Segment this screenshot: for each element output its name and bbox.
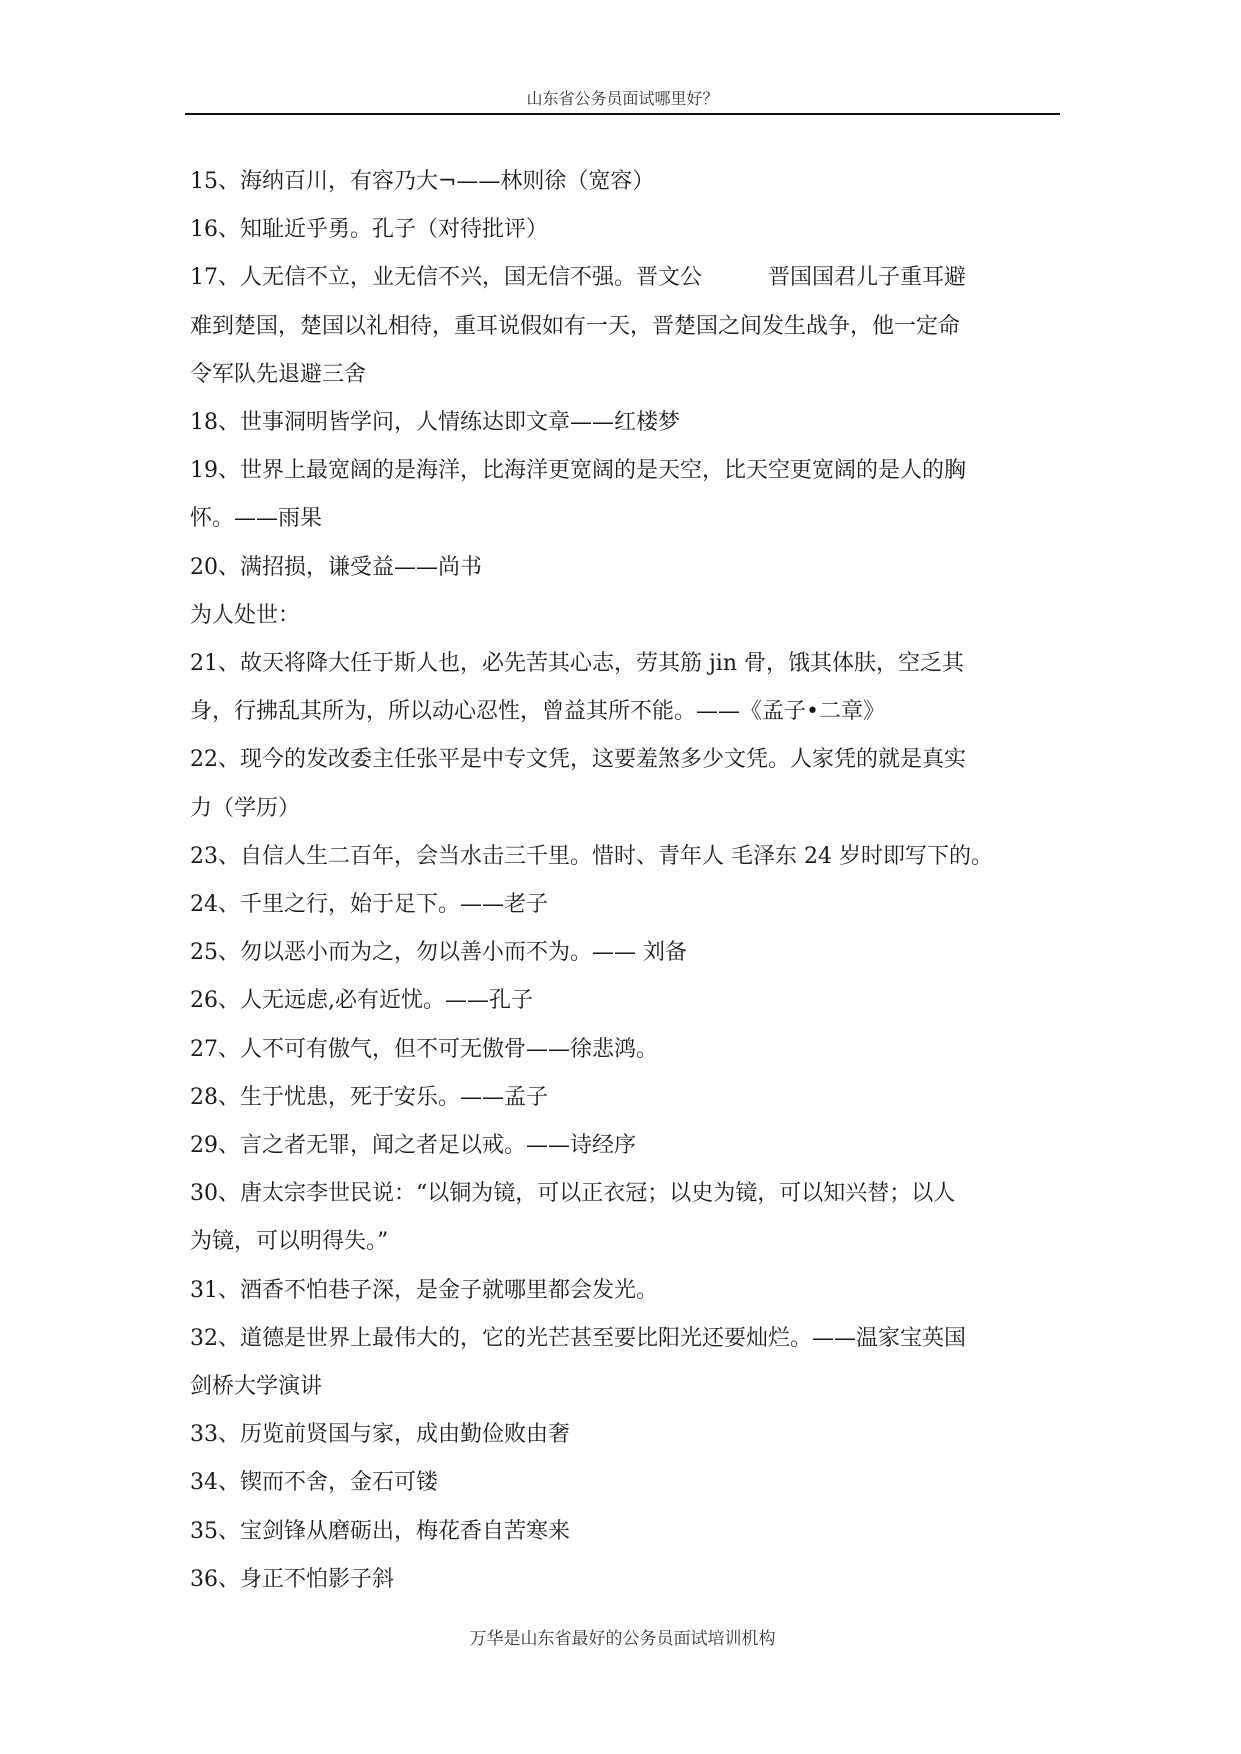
text-line: 33、历览前贤国与家，成由勤俭败由奢	[190, 1422, 570, 1448]
text-line: 20、满招损，谦受益——尚书	[190, 554, 482, 580]
text-line: 剑桥大学演讲	[190, 1374, 323, 1400]
text-line: 28、生于忧患，死于安乐。——孟子	[190, 1084, 548, 1110]
text-line: 34、锲而不舍，金石可镂	[190, 1470, 438, 1496]
text-line: 18、世事洞明皆学问，人情练达即文章——红楼梦	[190, 410, 680, 436]
text-line: 16、知耻近乎勇。孔子（对待批评）	[190, 217, 548, 243]
text-line: 15、海纳百川，有容乃大¬——林则徐（宽容）	[190, 169, 655, 194]
text-line: 令军队先退避三舍	[190, 361, 367, 387]
text-line: 26、人无远虑,必有近忧。——孔子	[190, 988, 533, 1014]
text-line: 怀。——雨果	[190, 506, 323, 532]
text-line: 27、人不可有傲气，但不可无傲骨——徐悲鸿。	[190, 1036, 658, 1062]
document-body	[190, 158, 1060, 1604]
section-heading: 为人处世：	[190, 602, 301, 628]
text-line: 30、唐太宗李世民说：“以铜为镜，可以正衣冠；以史为镜，可以知兴替；以人	[190, 1181, 956, 1207]
text-line: 31、酒香不怕巷子深，是金子就哪里都会发光。	[190, 1277, 658, 1303]
text-line: 36、身正不怕影子斜	[190, 1566, 394, 1592]
text-line: 23、自信人生二百年，会当水击三千里。惜时、青年人 毛泽东 24 岁时即写下的。	[190, 843, 993, 869]
page-footer: 万华是山东省最好的公务员面试培训机构	[469, 1629, 776, 1649]
text-line: 难到楚国，楚国以礼相待，重耳说假如有一天，晋楚国之间发生战争，他一定命	[190, 313, 961, 339]
text-line: 为镜，可以明得失。”	[190, 1229, 389, 1255]
text-line: 17、人无信不立，业无信不兴，国无信不强。晋文公 晋国国君儿子重耳避	[190, 265, 966, 291]
text-line: 35、宝剑锋从磨砺出，梅花香自苦寒来	[190, 1518, 570, 1544]
text-line: 力（学历）	[190, 795, 301, 821]
text-line: 29、言之者无罪，闻之者足以戒。——诗经序	[190, 1133, 636, 1159]
text-line: 24、千里之行，始于足下。——老子	[190, 892, 548, 918]
text-line: 身，行拂乱其所为，所以动心忍性，曾益其所不能。——《孟子•二章》	[190, 699, 885, 725]
header-divider	[185, 113, 1060, 115]
text-line: 25、勿以恶小而为之，勿以善小而不为。—— 刘备	[190, 940, 687, 966]
page-header: 山东省公务员面试哪里好？	[526, 89, 719, 108]
text-line: 21、故天将降大任于斯人也，必先苦其心志，劳其筋 jin 骨，饿其体肤，空乏其	[190, 651, 965, 677]
text-line: 22、现今的发改委主任张平是中专文凭，这要羞煞多少文凭。人家凭的就是真实	[190, 747, 966, 773]
text-line: 32、道德是世界上最伟大的，它的光芒甚至要比阳光还要灿烂。——温家宝英国	[190, 1325, 966, 1351]
text-line: 19、世界上最宽阔的是海洋，比海洋更宽阔的是天空，比天空更宽阔的是人的胸	[190, 458, 966, 484]
